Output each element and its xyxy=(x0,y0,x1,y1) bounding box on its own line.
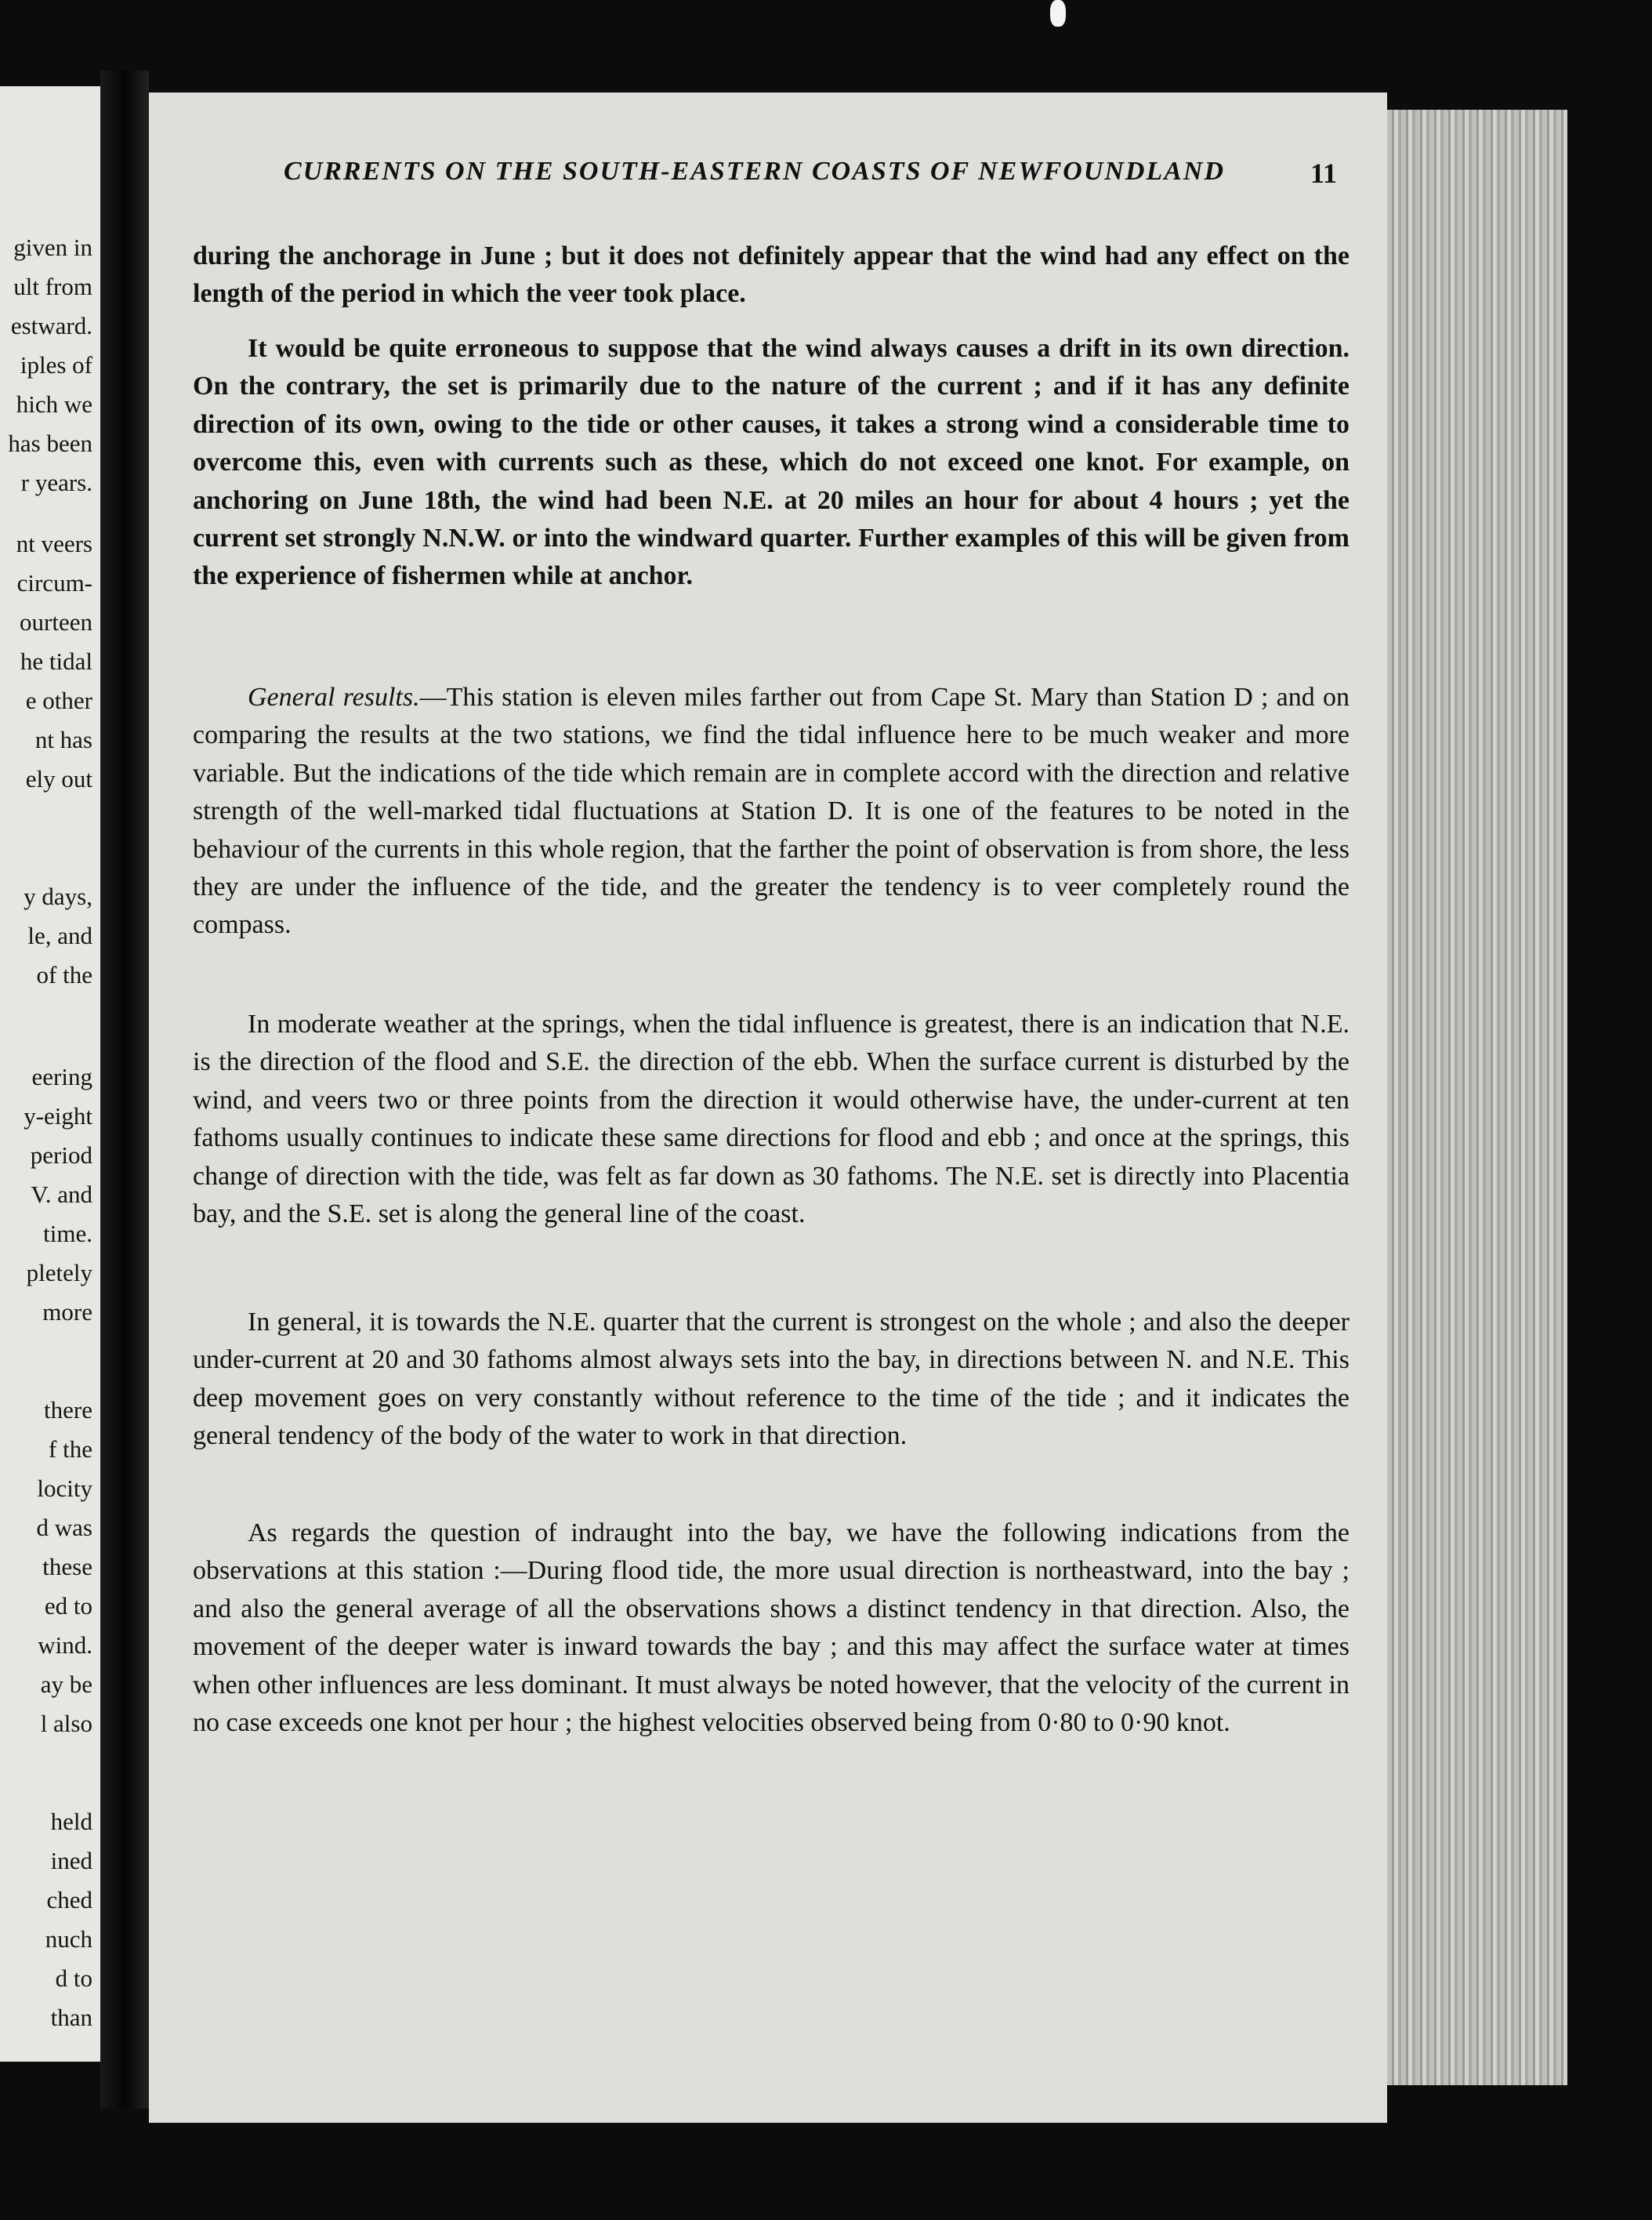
facing-page-line: time. xyxy=(43,1220,92,1247)
facing-page-line: has been xyxy=(8,430,92,457)
paragraph-6 xyxy=(193,1514,1349,1742)
facing-page-line: r years. xyxy=(20,469,92,496)
facing-page-line: e other xyxy=(25,687,92,714)
facing-page-line: eering xyxy=(31,1063,92,1090)
facing-page-line: he tidal xyxy=(20,648,92,675)
page-number: 11 xyxy=(1310,158,1338,189)
facing-page-line: period xyxy=(30,1141,92,1169)
paragraph-5-text: In general, it is towards the N.E. quarter that the current is strongest on the whole ; and also the deeper under-current at 20 and 30 fathoms almost always sets into the bay, in directions between N. and N.E. This deep movement goes on very constantly without reference to the time of the tide ; and it indicates the general tendency of the body of the water to work in that direction. xyxy=(193,1308,1349,1451)
facing-page-line: more xyxy=(42,1298,92,1326)
facing-page-line: ay be xyxy=(40,1670,92,1698)
running-head: CURRENTS ON THE SOUTH-EASTERN COASTS OF NEWFOUNDLAND xyxy=(284,157,1226,186)
facing-page-line: le, and xyxy=(27,922,92,949)
scan-mark xyxy=(1050,0,1066,27)
facing-page-line: wind. xyxy=(38,1631,92,1659)
facing-page-line: ched xyxy=(46,1886,92,1913)
facing-page-line: given in xyxy=(13,234,92,261)
paragraph-5 xyxy=(193,1304,1349,1456)
facing-page-line: ult from xyxy=(13,273,92,300)
facing-page-line: held xyxy=(50,1808,92,1835)
facing-page-line: d to xyxy=(55,1964,92,1992)
facing-page-line: locity xyxy=(37,1475,92,1502)
facing-page-line: than xyxy=(50,2004,92,2031)
facing-page-line: these xyxy=(42,1553,92,1580)
paragraph-4 xyxy=(193,1006,1349,1233)
facing-page-line: hich we xyxy=(16,390,92,418)
facing-page-fragment xyxy=(0,86,100,2062)
paragraph-1: during the anchorage in June ; but it does not definitely appear that the wind had any effect on the length of the period in which the veer took place. xyxy=(193,241,1349,309)
facing-page-line: ourteen xyxy=(20,608,92,636)
facing-page-line: d was xyxy=(36,1514,92,1541)
facing-page-line: estward. xyxy=(10,312,92,339)
facing-page-line: iples of xyxy=(20,351,92,379)
facing-page-line: nuch xyxy=(45,1925,92,1953)
page-edges xyxy=(1387,110,1567,2085)
facing-page-line: pletely xyxy=(26,1259,92,1286)
paragraph-4-text: In moderate weather at the springs, when the tidal influence is greatest, there is an indication that N.E. is the direction of the flood and S.E. the direction of the ebb. When the surface current is disturbed by the wind, and veers two or three points from the direction it would otherwise have, the under-current at ten fathoms usually continues to indicate these same directions for flood and ebb ; and once at the springs, this change of direction with the tide, was felt as far down as 30 fathoms. The N.E. set is directly into Placentia bay, and the S.E. set is along the general line of the coast. xyxy=(193,1010,1349,1229)
facing-page-line: of the xyxy=(36,961,92,988)
facing-page-line: f the xyxy=(49,1435,92,1463)
book-gutter xyxy=(100,71,149,2109)
facing-page-line: there xyxy=(44,1396,92,1424)
facing-page-line: l also xyxy=(40,1710,92,1737)
paragraph-2-text: It would be quite erroneous to suppose that the wind always causes a drift in its own direction. On the contrary, the set is primarily due to the nature of the current ; and if it has any definite direction of its own, owing to the tide or other causes, it takes a strong wind a considerable time to overcome this, even with currents such as these, which do not exceed one knot. For example, on anchoring on June 18th, the wind had been N.E. at 20 miles an hour for about 4 hours ; yet the current set strongly N.N.W. or into the windward quarter. Further examples of this will be given from the experience of fishermen while at anchor. xyxy=(193,334,1349,591)
paragraph-3 xyxy=(193,679,1349,945)
paragraph-6-text: As regards the question of indraught into the bay, we have the following indications from the observations at this station :—During flood tide, the more usual direction is northeastward, into the bay ; and also the general average of all the observations shows a distinct tendency in that direction. Also, the movement of the deeper water is inward towards the bay ; and this may affect the surface water at times when other influences are less dominant. It must always be noted however, that the velocity of the current in no case exceeds one knot per hour ; the highest velocities observed being from 0·80 to 0·90 knot. xyxy=(193,1518,1349,1738)
facing-page-line: y-eight xyxy=(24,1102,92,1130)
facing-page-line: nt has xyxy=(34,726,92,753)
paragraph-2 xyxy=(193,330,1349,596)
facing-page-line: nt veers xyxy=(16,530,92,557)
facing-page-line: circum- xyxy=(16,569,92,597)
paragraph-3-text: —This station is eleven miles farther out from Cape St. Mary than Station D ; and on comparing the results at the two stations, we find the tidal influence here to be much weaker and more variable. But the indications of the tide which remain are in complete accord with the direction and relative strength of the well-marked tidal fluctuations at Station D. It is one of the features to be noted in the behaviour of the currents in this whole region, that the farther the point of observation is from shore, the less they are under the influence of the tide, and the greater the tendency is to veer completely round the compass. xyxy=(193,683,1349,940)
facing-page-line: ed to xyxy=(44,1592,92,1620)
facing-page-line: ely out xyxy=(25,765,92,793)
facing-page-line: ined xyxy=(50,1847,92,1874)
facing-page-line: y days, xyxy=(24,883,92,910)
section-heading: General results. xyxy=(248,683,420,712)
facing-page-line: V. and xyxy=(31,1181,92,1208)
